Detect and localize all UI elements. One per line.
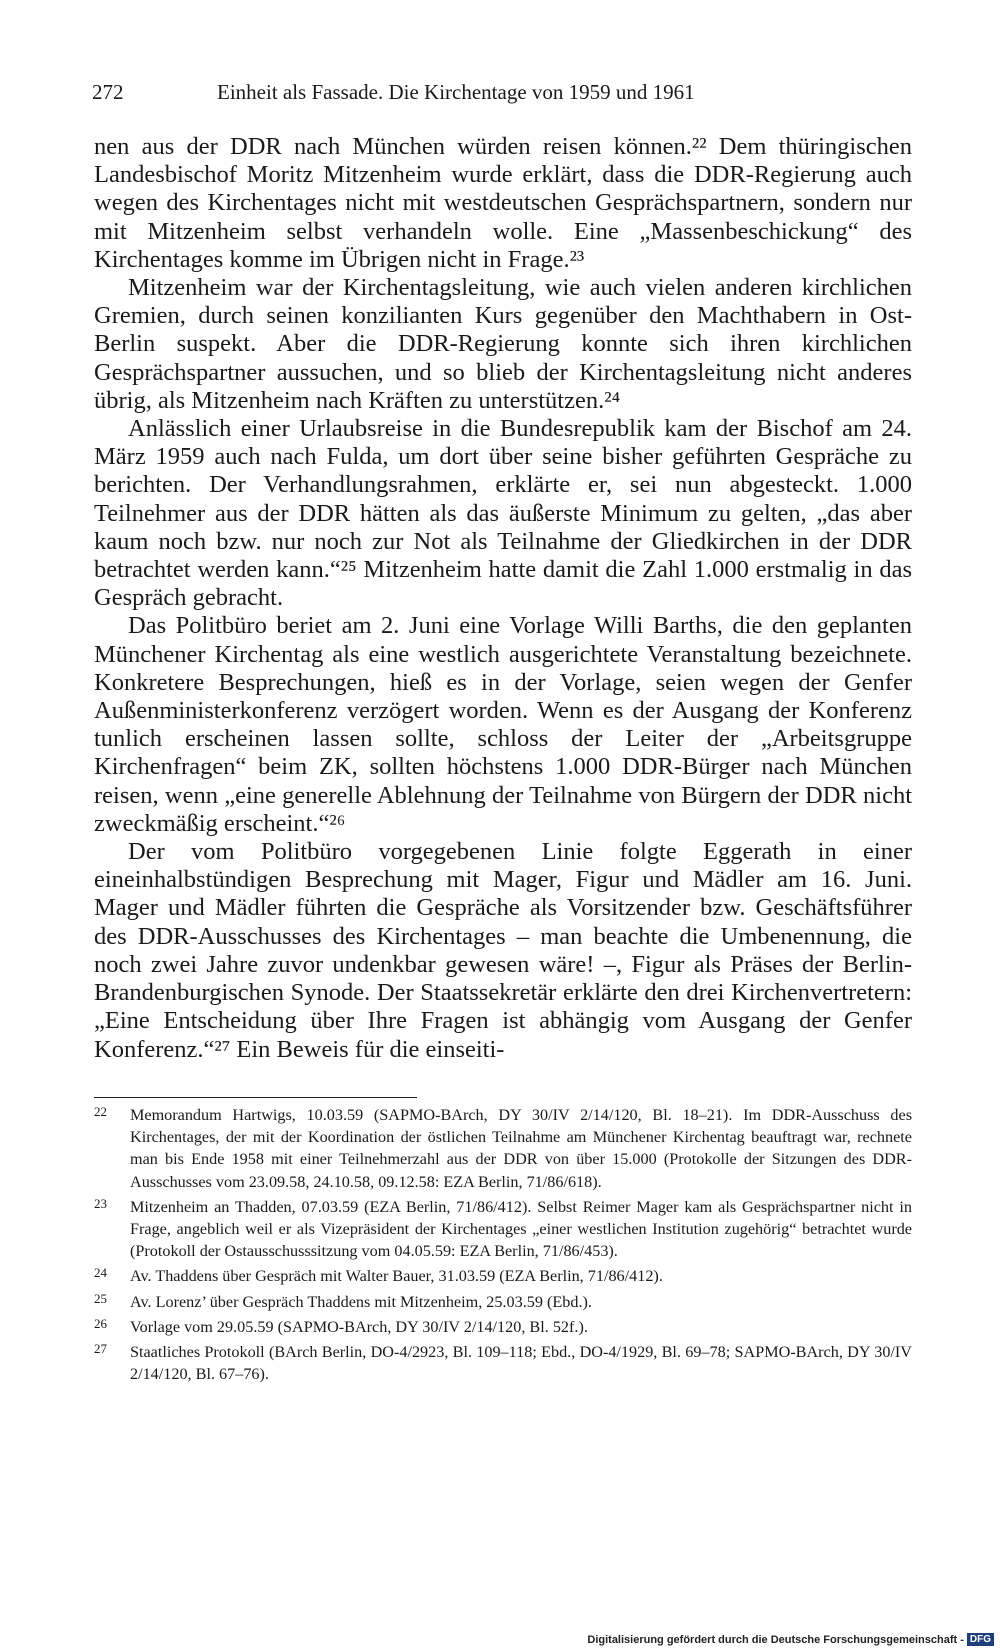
footnote-text: Memorandum Hartwigs, 10.03.59 (SAPMO-BArch, DY 30/IV 2/14/120, Bl. 18–21). Im DDR-Ausschuss des Kirchentages, der mit der Koordination der östlichen Teilnahme am Münchener Kirchentag beauftragt war, rechnete man bis Ende 1958 mit einer Teilnehmerzahl aus der DDR von über 15.000 (Protokolle der Sitzungen des DDR-Ausschusses vom 23.09.58, 24.10.58, 09.12.58: EZA Berlin, 71/86/618). bbox=[130, 1106, 912, 1191]
footnote bbox=[94, 1341, 912, 1385]
footnote bbox=[94, 1316, 912, 1338]
footnotes bbox=[94, 1104, 912, 1388]
digitization-credit bbox=[587, 1633, 994, 1646]
footnote-text: Staatliches Protokoll (BArch Berlin, DO-4/2923, Bl. 109–118; Ebd., DO-4/1929, Bl. 69–78; SAPMO-BArch, DY 30/IV 2/14/120, Bl. 67–76). bbox=[130, 1343, 912, 1384]
paragraph: Der vom Politbüro vorgegebenen Linie folgte Eggerath in einer eineinhalbstündigen Besprechung mit Mager, Figur und Mädler am 16. Juni. Mager und Mädler führten die Gespräche als Vorsitzender bzw. Geschäftsführer des DDR-Ausschusses des Kirchentages – man beachte die Umbenennung, die noch zwei Jahre zuvor undenkbar gewesen wäre! –, Figur als Präses der Berlin-Brandenburgischen Synode. Der Staatssekretär erklärte den drei Kirchenvertretern: „Eine Entscheidung über Ihre Fragen ist abhängig vom Ausgang der Genfer Konferenz.“²⁷ Ein Beweis für die einseiti- bbox=[94, 838, 912, 1063]
footnote-text: Av. Thaddens über Gespräch mit Walter Bauer, 31.03.59 (EZA Berlin, 71/86/412). bbox=[130, 1267, 663, 1286]
paragraph: Anlässlich einer Urlaubsreise in die Bundesrepublik kam der Bischof am 24. März 1959 auch nach Fulda, um dort über seine bisher geführten Gespräche zu berichten. Der Verhandlungsrahmen, erklärte er, sei nun abgesteckt. 1.000 Teilnehmer aus der DDR hätten als das äußerste Minimum zu gelten, „das aber kaum noch bzw. nur noch zur Not als Teilnahme der Gliedkirchen in der DDR betrachtet werden kann.“²⁵ Mitzenheim hatte damit die Zahl 1.000 erstmalig in das Gespräch gebracht. bbox=[94, 415, 912, 612]
footnote-number: 22 bbox=[94, 1104, 107, 1119]
footnote-divider bbox=[94, 1097, 417, 1098]
footnote bbox=[94, 1265, 912, 1287]
footnote-number: 27 bbox=[94, 1341, 107, 1357]
running-title: Einheit als Fassade. Die Kirchentage von 1959 und 1961 bbox=[217, 80, 695, 104]
footnote bbox=[94, 1291, 912, 1313]
credit-text: Digitalisierung gefördert durch die Deutsche Forschungsgemeinschaft - bbox=[587, 1633, 964, 1646]
main-text bbox=[94, 133, 912, 1064]
footnote-number: 26 bbox=[94, 1315, 107, 1331]
footnote-text: Vorlage vom 29.05.59 (SAPMO-BArch, DY 30/IV 2/14/120, Bl. 52f.). bbox=[130, 1317, 588, 1336]
footnote bbox=[94, 1104, 912, 1193]
footnote-number: 24 bbox=[94, 1265, 107, 1281]
paragraph: nen aus der DDR nach München würden reisen können.²² Dem thüringischen Landesbischof Moritz Mitzenheim wurde erklärt, dass die DDR-Regierung auch wegen des Kirchentages nicht mit westdeutschen Gesprächspartnern, sondern nur mit Mitzenheim selbst verhandeln wolle. Eine „Massenbeschickung“ des Kirchentages komme im Übrigen nicht in Frage.²³ bbox=[94, 133, 912, 273]
running-header bbox=[92, 80, 912, 110]
footnote-number: 25 bbox=[94, 1290, 107, 1306]
page-number: 272 bbox=[92, 80, 124, 104]
footnote bbox=[94, 1196, 912, 1263]
footnote-text: Mitzenheim an Thadden, 07.03.59 (EZA Berlin, 71/86/412). Selbst Reimer Mager kam als Gesprächspartner nicht in Frage, angeblich weil er als Vizepräsident der Kirchentages „einer westlichen Institution zugehörig“ betrachtet wurde (Protokoll der Ostausschusssitzung vom 04.05.59: EZA Berlin, 71/86/453). bbox=[130, 1197, 912, 1261]
paragraph: Mitzenheim war der Kirchentagsleitung, wie auch vielen anderen kirchlichen Gremien, durch seinen konzilianten Kurs gegenüber den Machthabern in Ost-Berlin suspekt. Aber die DDR-Regierung konnte sich ihren kirchlichen Gesprächspartner aussuchen, und so blieb der Kirchentagsleitung nicht anderes übrig, als Mitzenheim nach Kräften zu unterstützen.²⁴ bbox=[94, 274, 912, 414]
footnote-number: 23 bbox=[94, 1195, 107, 1211]
paragraph: Das Politbüro beriet am 2. Juni eine Vorlage Willi Barths, die den geplanten Münchener Kirchentag als eine westlich ausgerichtete Veranstaltung bezeichnete. Konkretere Besprechungen, hieß es in der Vorlage, seien wegen der Genfer Außenministerkonferenz verzögert worden. Wenn es der Ausgang der Konferenz tunlich erscheinen lassen sollte, schloss der Leiter der „Arbeitsgruppe Kirchenfragen“ beim ZK, sollten höchstens 1.000 DDR-Bürger nach München reisen, wenn „eine generelle Ablehnung der Teilnahme von Bürgern der DDR nicht zweckmäßig erscheint.“²⁶ bbox=[94, 612, 912, 837]
dfg-logo: DFG bbox=[967, 1633, 994, 1646]
footnote-text: Av. Lorenz’ über Gespräch Thaddens mit Mitzenheim, 25.03.59 (Ebd.). bbox=[130, 1292, 592, 1311]
